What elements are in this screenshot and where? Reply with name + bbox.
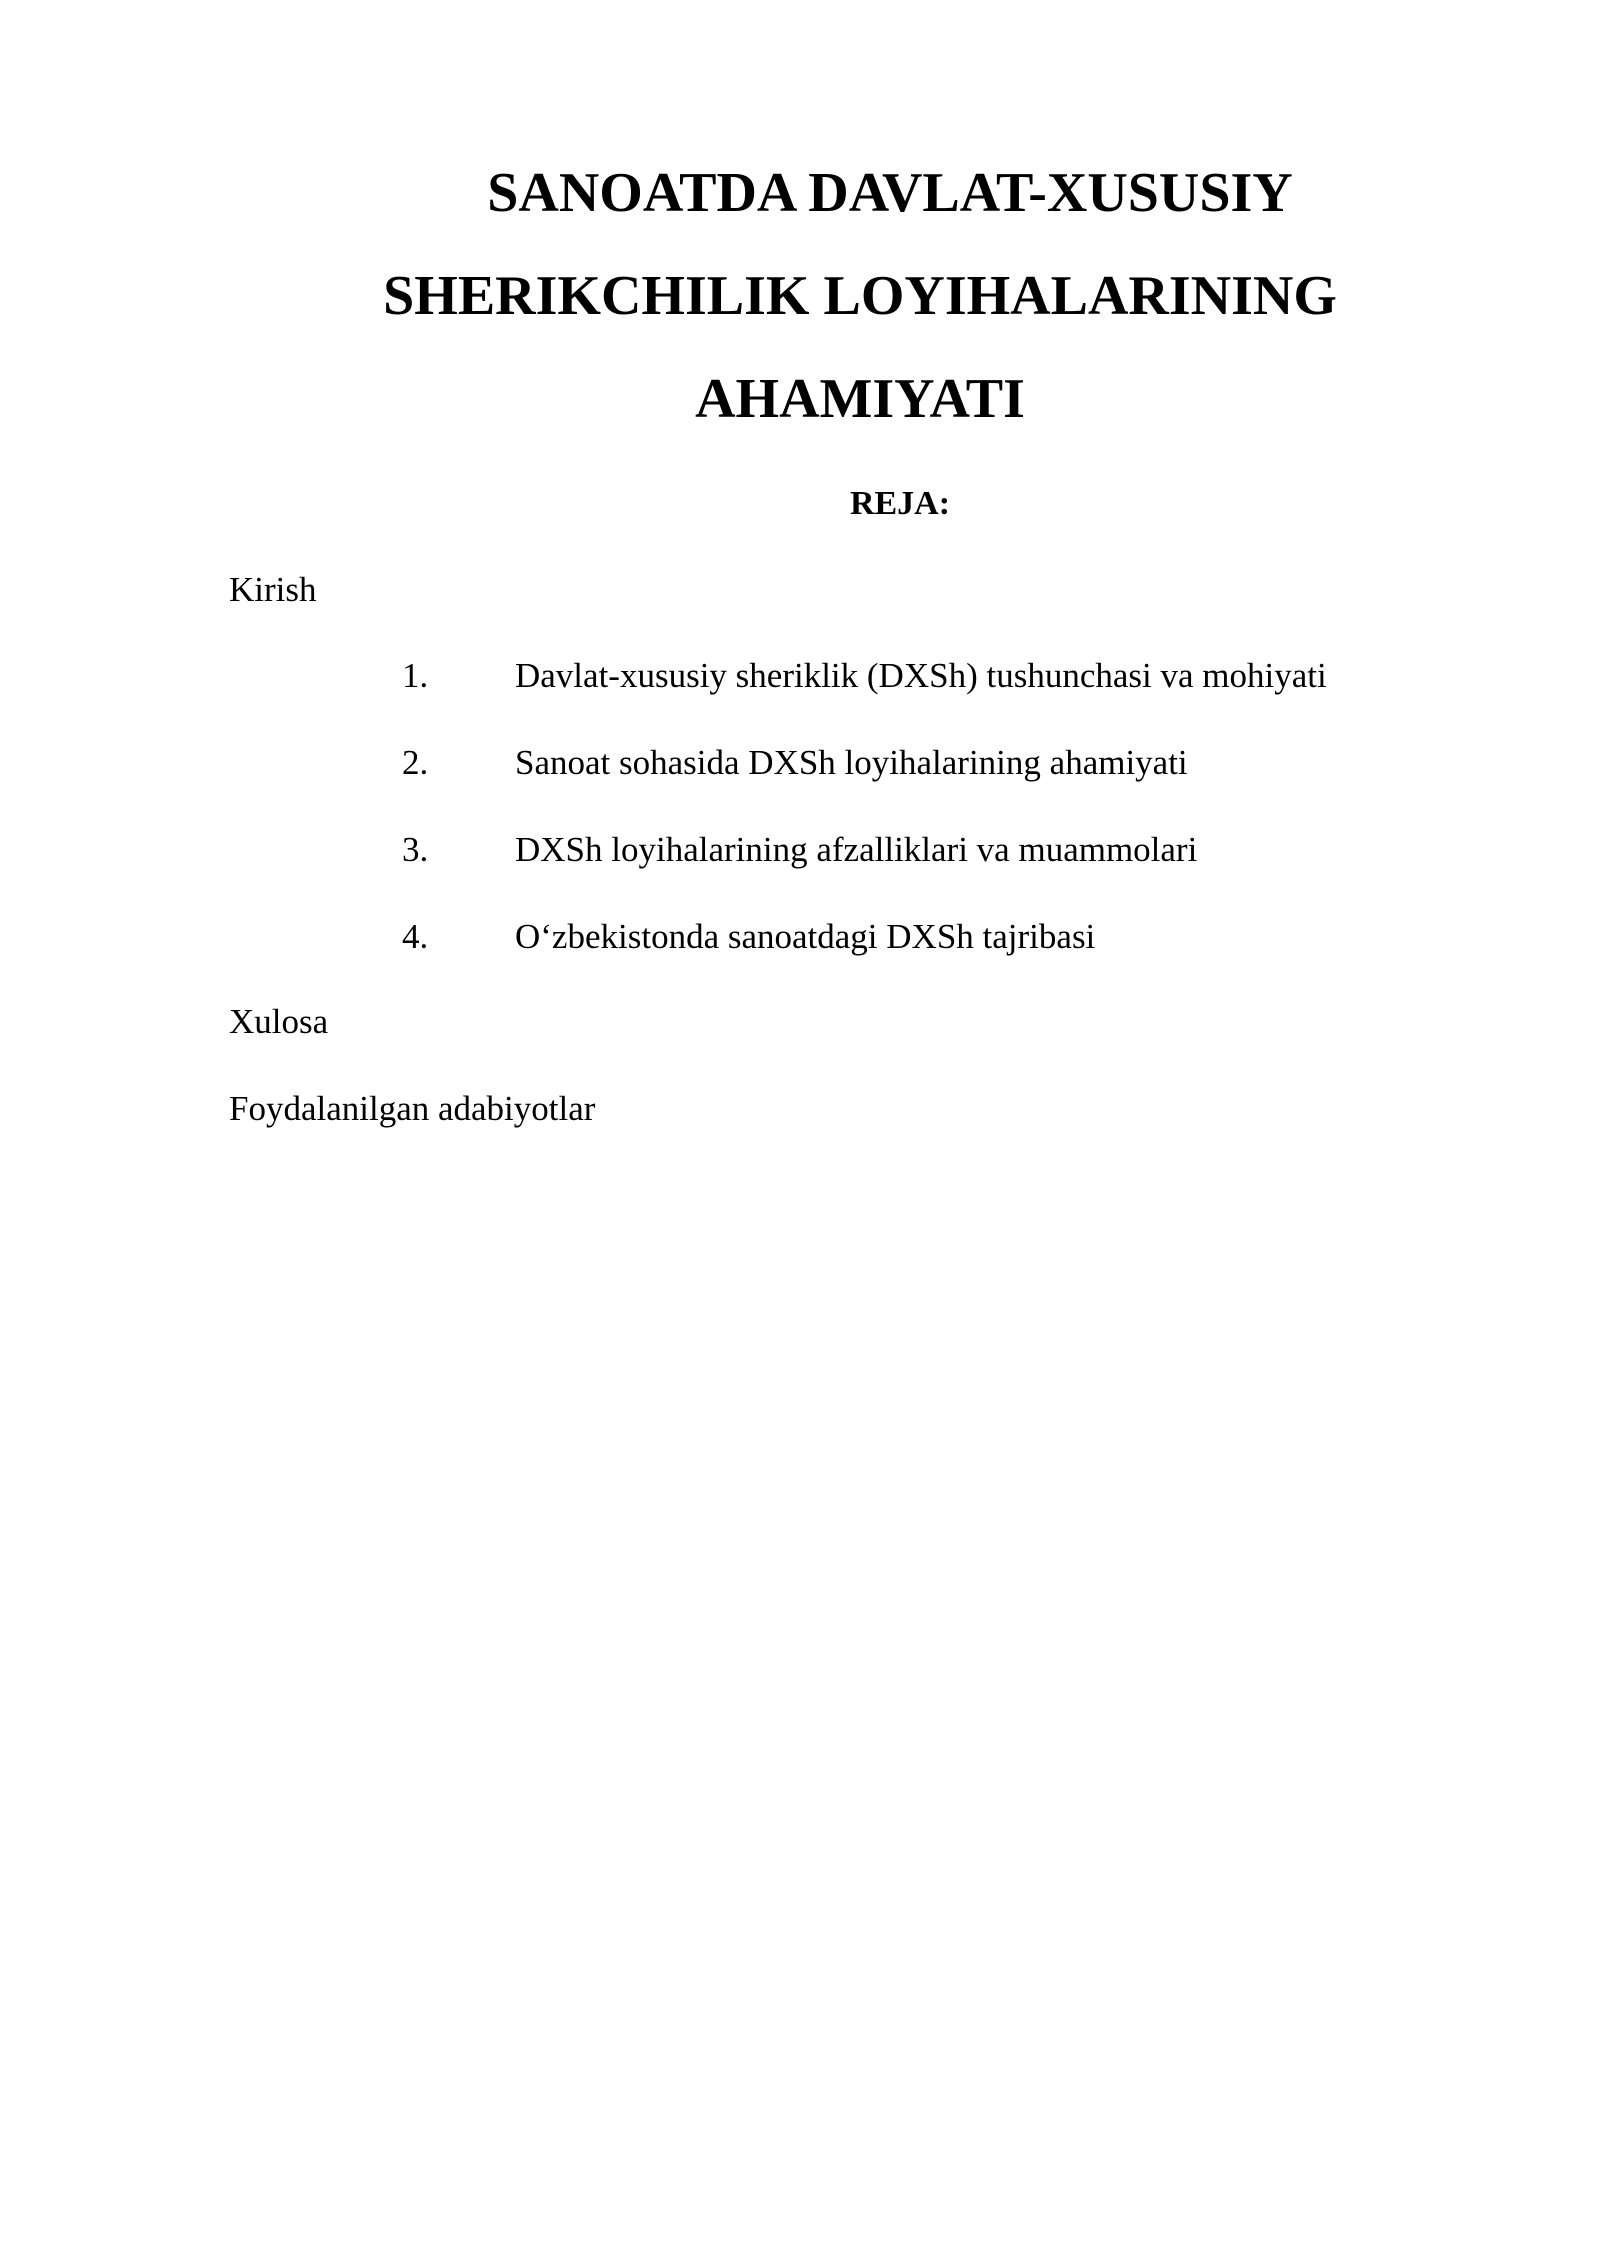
- plan-item-text: DXSh loyihalarining afzalliklari va muammolari: [515, 830, 1198, 869]
- plan-list-item: [0, 915, 1500, 1002]
- plan-heading: REJA:: [849, 485, 951, 522]
- title-line-1: SANOATDA DAVLAT-XUSUSIY: [487, 162, 1293, 224]
- plan-list-item: [0, 654, 1500, 741]
- plan-item-number: 3.: [402, 830, 429, 869]
- conclusion-item: Xulosa: [229, 1002, 329, 1041]
- plan-list-item: [0, 741, 1500, 828]
- title-line-3: AHAMIYATI: [695, 368, 1025, 430]
- plan-item-text: Davlat-xususiy sheriklik (DXSh) tushunchasi va mohiyati: [515, 656, 1327, 695]
- plan-item-text: Sanoat sohasida DXSh loyihalarining ahamiyati: [515, 743, 1188, 782]
- plan-list-item: [0, 828, 1500, 915]
- title-line-2: SHERIKCHILIK LOYIHALARINING: [383, 265, 1337, 327]
- plan-list: [0, 654, 1500, 1002]
- plan-item-number: 4.: [402, 917, 429, 956]
- plan-item-number: 1.: [402, 656, 429, 695]
- intro-item: Kirish: [229, 570, 317, 609]
- references-item: Foydalanilgan adabiyotlar: [229, 1089, 596, 1128]
- plan-item-text: O‘zbekistonda sanoatdagi DXSh tajribasi: [515, 917, 1096, 956]
- document-title: [300, 142, 1420, 451]
- plan-item-number: 2.: [402, 743, 429, 782]
